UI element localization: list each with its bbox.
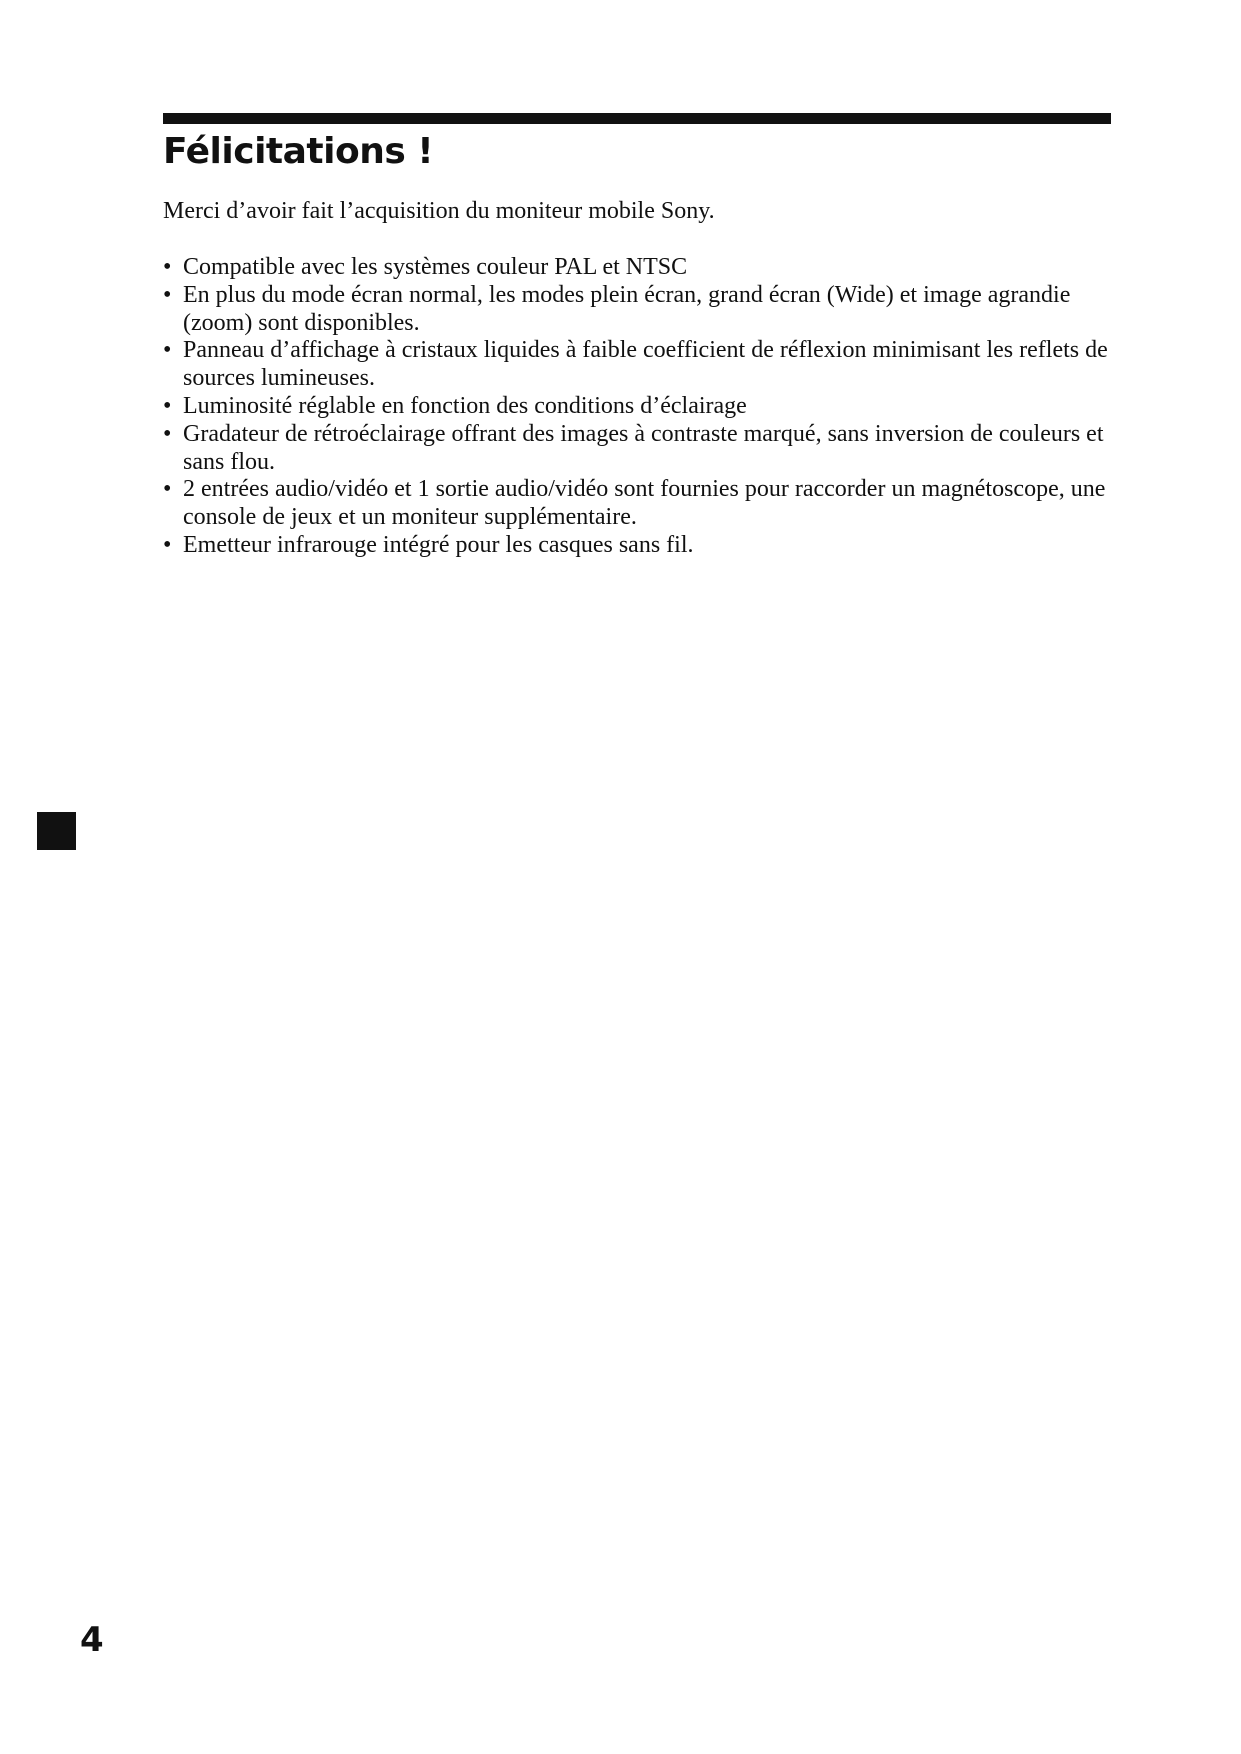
section-rule (163, 113, 1111, 124)
list-item: • En plus du mode écran normal, les modes plein écran, grand écran (Wide) et image agrandie (zoom) sont disponibles. (163, 282, 1111, 338)
list-item: • Luminosité réglable en fonction des conditions d’éclairage (163, 393, 1111, 421)
section-tab-marker (37, 812, 76, 850)
feature-list (163, 254, 1111, 560)
list-item: • 2 entrées audio/vidéo et 1 sortie audio/vidéo sont fournies pour raccorder un magnétoscope, une console de jeux et un moniteur supplémentaire. (163, 476, 1111, 532)
intro-text: Merci d’avoir fait l’acquisition du moniteur mobile Sony. (163, 198, 715, 224)
page-title: Félicitations ! (163, 131, 434, 172)
list-item: • Panneau d’affichage à cristaux liquides à faible coefficient de réflexion minimisant les reflets de sources lumineuses. (163, 337, 1111, 393)
list-item: • Gradateur de rétroéclairage offrant des images à contraste marqué, sans inversion de couleurs et sans flou. (163, 421, 1111, 477)
list-item: • Compatible avec les systèmes couleur PAL et NTSC (163, 254, 1111, 282)
page-number: 4 (80, 1620, 104, 1660)
list-item: • Emetteur infrarouge intégré pour les casques sans fil. (163, 532, 1111, 560)
